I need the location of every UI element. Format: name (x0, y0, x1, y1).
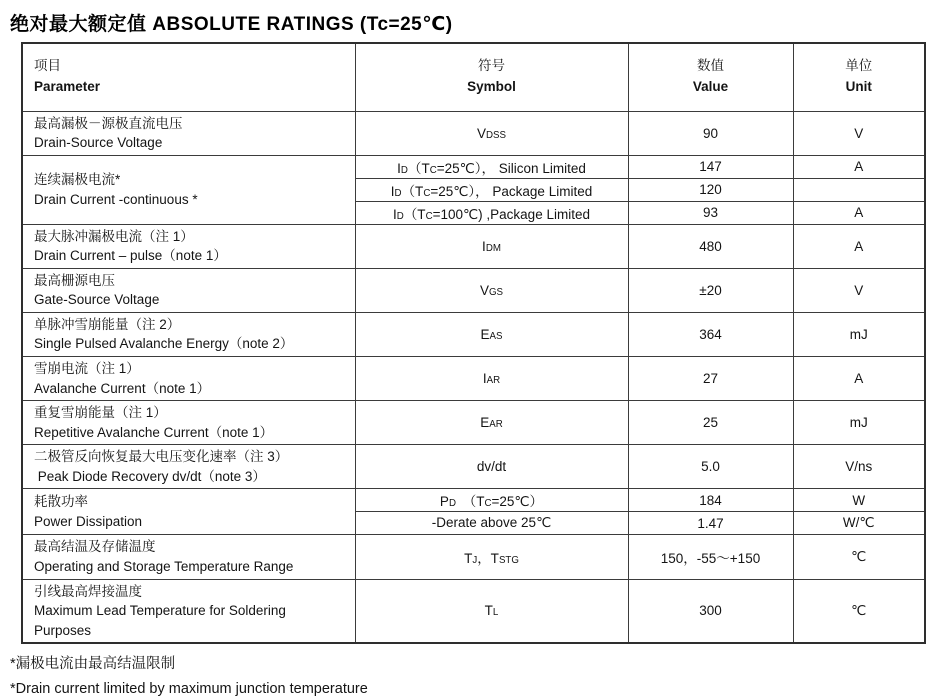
symbol-cell: VDSS (355, 111, 628, 155)
parameter-en: Avalanche Current（note 1） (34, 380, 211, 396)
footnote-zh: *漏极电流由最高结温限制 (10, 656, 176, 673)
parameter-en: Drain Current – pulse（note 1） (34, 248, 227, 264)
table-row (22, 579, 925, 643)
header-parameter (22, 43, 355, 111)
unit-cell: A (793, 224, 925, 268)
parameter-en: Peak Diode Recovery dv/dt（note 3） (34, 468, 266, 484)
symbol-cell: dv/dt (355, 445, 628, 489)
parameter-zh: 最高结温及存储温度 (34, 539, 156, 555)
parameter-cell (22, 224, 355, 268)
symbol-cell: -Derate above 25℃ (355, 512, 628, 535)
unit-cell: V/ns (793, 445, 925, 489)
value-cell: 93 (628, 201, 793, 224)
unit-cell: ℃ (793, 535, 925, 579)
symbol-cell: EAR (355, 401, 628, 445)
table-row (22, 401, 925, 445)
parameter-cell (22, 268, 355, 312)
parameter-zh: 连续漏极电流* (34, 172, 121, 188)
symbol-cell: PD （TC=25℃） (355, 489, 628, 512)
symbol-cell: ID（TC=100℃) ,Package Limited (355, 201, 628, 224)
footnote-en: *Drain current limited by maximum junction temperature (10, 681, 368, 697)
value-cell: 5.0 (628, 445, 793, 489)
parameter-cell (22, 155, 355, 224)
parameter-zh: 二极管反向恢复最大电压变化速率（注 3） (34, 449, 289, 465)
table-body (22, 111, 925, 643)
unit-cell: mJ (793, 312, 925, 356)
value-cell: 27 (628, 357, 793, 401)
unit-cell: A (793, 155, 925, 178)
parameter-cell (22, 111, 355, 155)
header-unit-zh: 单位 (845, 58, 873, 74)
symbol-cell: TJ，TSTG (355, 535, 628, 579)
symbol-cell: EAS (355, 312, 628, 356)
header-value-en: Value (692, 79, 729, 95)
value-cell: 90 (628, 111, 793, 155)
symbol-cell: ID（TC=25℃）， Package Limited (355, 178, 628, 201)
unit-cell: mJ (793, 401, 925, 445)
value-cell: 147 (628, 155, 793, 178)
symbol-cell: IDM (355, 224, 628, 268)
parameter-cell (22, 312, 355, 356)
parameter-zh: 最高栅源电压 (34, 272, 115, 288)
unit-cell: ℃ (793, 579, 925, 643)
parameter-zh: 最大脉冲漏极电流（注 1） (34, 228, 194, 244)
parameter-en: Drain-Source Voltage (34, 135, 163, 151)
header-symbol-en: Symbol (467, 79, 516, 95)
value-cell: 300 (628, 579, 793, 643)
parameter-cell (22, 401, 355, 445)
header-unit (793, 43, 925, 111)
header-parameter-en: Parameter (34, 79, 101, 95)
table-row (22, 445, 925, 489)
parameter-en: Drain Current -continuous * (34, 191, 198, 207)
parameter-cell (22, 535, 355, 579)
header-parameter-zh: 项目 (34, 58, 61, 74)
parameter-en: Gate-Source Voltage (34, 292, 160, 308)
value-cell: 120 (628, 178, 793, 201)
parameter-cell (22, 579, 355, 643)
symbol-cell: VGS (355, 268, 628, 312)
parameter-zh: 重复雪崩能量（注 1） (34, 405, 167, 421)
parameter-en: Operating and Storage Temperature Range (34, 558, 294, 574)
table-row (22, 268, 925, 312)
unit-cell: A (793, 357, 925, 401)
parameter-zh: 引线最高焊接温度 (34, 583, 142, 599)
absolute-ratings-table (21, 42, 926, 644)
parameter-zh: 耗散功率 (34, 494, 88, 510)
parameter-en: Power Dissipation (34, 513, 143, 529)
table-row (22, 489, 925, 512)
parameter-en: Repetitive Avalanche Current（note 1） (34, 424, 274, 440)
table-row (22, 357, 925, 401)
parameter-en: Single Pulsed Avalanche Energy（note 2） (34, 336, 294, 352)
symbol-cell: ID（TC=25℃）， Silicon Limited (355, 155, 628, 178)
table-row (22, 224, 925, 268)
symbol-cell: TL (355, 579, 628, 643)
unit-cell (793, 178, 925, 201)
table-header (22, 43, 925, 111)
unit-cell: W (793, 489, 925, 512)
value-cell: 184 (628, 489, 793, 512)
parameter-zh: 单脉冲雪崩能量（注 2） (34, 316, 181, 332)
table-row (22, 312, 925, 356)
table-row (22, 155, 925, 178)
unit-cell: A (793, 201, 925, 224)
unit-cell: W/℃ (793, 512, 925, 535)
header-row (22, 43, 925, 111)
value-cell: 150，-55～+150 (628, 535, 793, 579)
header-value-zh: 数值 (697, 58, 724, 74)
header-unit-en: Unit (845, 79, 872, 95)
parameter-cell (22, 445, 355, 489)
header-symbol-zh: 符号 (478, 58, 505, 74)
page-title: 绝对最大额定值 ABSOLUTE RATINGS (Tc=25℃) (10, 14, 453, 35)
value-cell: 480 (628, 224, 793, 268)
parameter-cell (22, 357, 355, 401)
header-value (628, 43, 793, 111)
parameter-en: Maximum Lead Temperature for Soldering Purposes (34, 603, 290, 638)
unit-cell: V (793, 268, 925, 312)
table-row (22, 111, 925, 155)
table-row (22, 535, 925, 579)
parameter-zh: 最高漏极－源极直流电压 (34, 115, 183, 131)
value-cell: 1.47 (628, 512, 793, 535)
symbol-cell: IAR (355, 357, 628, 401)
value-cell: ±20 (628, 268, 793, 312)
parameter-zh: 雪崩电流（注 1） (34, 361, 140, 376)
header-symbol (355, 43, 628, 111)
parameter-cell (22, 489, 355, 535)
unit-cell: V (793, 111, 925, 155)
value-cell: 364 (628, 312, 793, 356)
value-cell: 25 (628, 401, 793, 445)
